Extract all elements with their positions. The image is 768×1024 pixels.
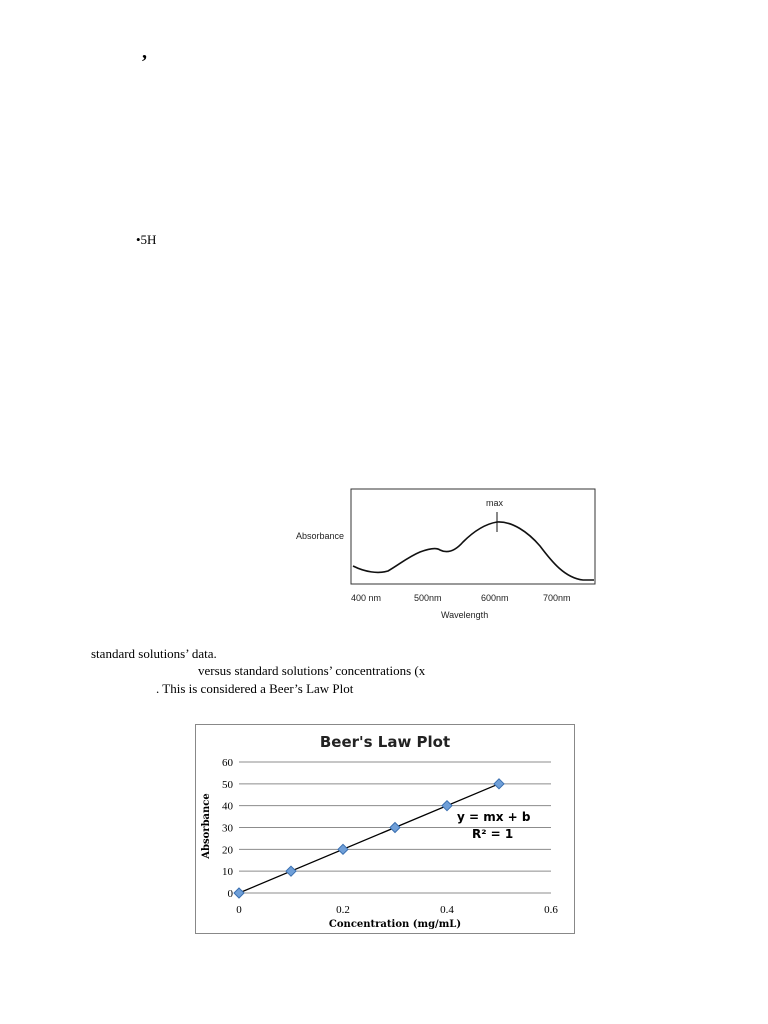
y-tick-label: 20: [222, 844, 233, 857]
peak-label: max: [486, 498, 504, 508]
y-tick-label: 40: [222, 800, 233, 813]
text-line-versus: versus standard solutions’ concentrations (x: [198, 663, 426, 678]
spectrum-x-label: Wavelength: [441, 610, 489, 620]
text-line-beers-law: . This is considered a Beer’s Law Plot: [156, 681, 354, 696]
absorbance-spectrum-figure: [290, 484, 610, 624]
chart-frame: [196, 725, 575, 934]
text-line-standard-data: standard solutions’ data.: [91, 646, 217, 661]
x-tick-label: 0.6: [544, 904, 558, 916]
spectrum-frame: [351, 489, 595, 584]
x-tick-label: 0.4: [440, 904, 454, 916]
spectrum-x-tick: 700nm: [543, 593, 571, 603]
beers-law-plot: [195, 724, 575, 934]
bullet-fragment: •5H: [136, 232, 157, 247]
y-axis-label: Absorbance: [201, 793, 212, 859]
spectrum-y-label: Absorbance: [296, 531, 345, 541]
y-tick-label: 60: [222, 757, 233, 769]
stray-comma: ,: [142, 41, 147, 63]
equation-annotation: y = mx + b: [457, 810, 531, 824]
spectrum-x-tick: 400 nm: [351, 593, 382, 603]
x-tick-label: 0.2: [336, 904, 350, 916]
x-axis-label: Concentration (mg/mL): [328, 919, 462, 930]
y-tick-label: 10: [222, 866, 233, 879]
spectrum-curve: [353, 522, 594, 580]
spectrum-x-tick: 600nm: [481, 593, 509, 603]
chart-title: Beer's Law Plot: [319, 733, 451, 751]
y-tick-label: 0: [227, 888, 233, 900]
y-tick-label: 50: [222, 778, 233, 791]
y-tick-label: 30: [222, 822, 233, 835]
x-tick-label: 0: [236, 904, 242, 916]
r-squared-annotation: R² = 1: [472, 827, 514, 841]
spectrum-x-tick: 500nm: [414, 593, 442, 603]
